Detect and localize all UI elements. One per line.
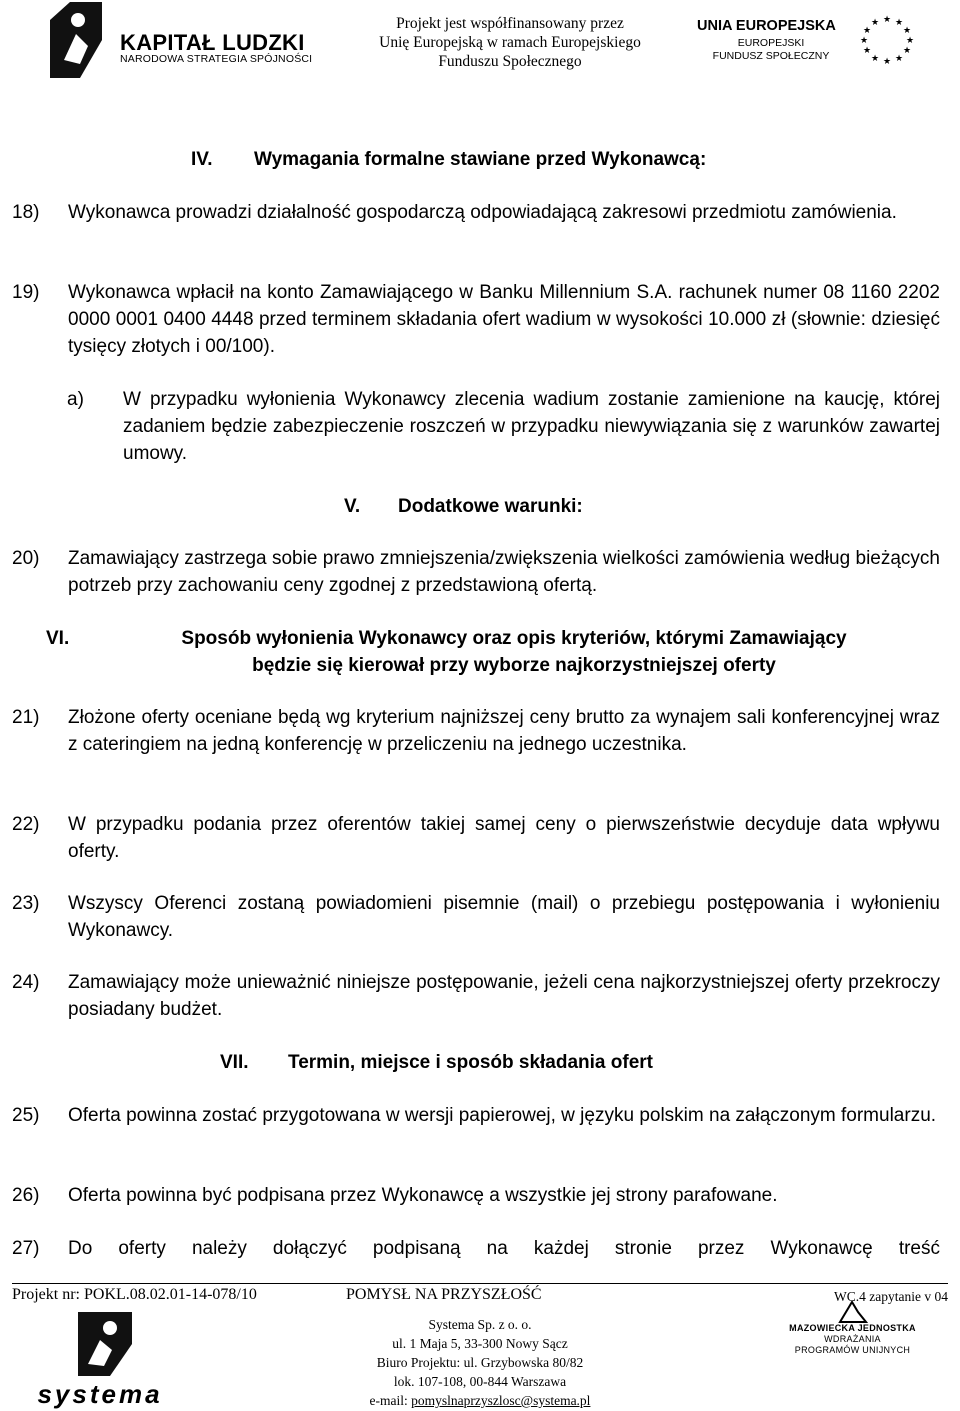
item-number: 19): [12, 282, 40, 303]
svg-text:★: ★: [894, 18, 904, 28]
item-number: a): [67, 389, 84, 410]
address-line: Systema Sp. z o. o.: [428, 1317, 532, 1332]
item-number: 26): [12, 1185, 40, 1206]
address-line: lok. 107-108, 00-844 Warszawa: [393, 1374, 567, 1389]
email-link[interactable]: pomyslnaprzyszlosc@systema.pl: [411, 1393, 591, 1408]
item-number: 18): [12, 202, 40, 223]
section-vi-number: VI.: [46, 628, 70, 649]
svg-text:★: ★: [870, 18, 880, 28]
systema-logo-text: systema: [37, 1379, 163, 1409]
mazowiecka-logo: [760, 1323, 945, 1356]
svg-text:★: ★: [882, 15, 892, 25]
item-number: 27): [12, 1238, 40, 1259]
item-number: 24): [12, 972, 40, 993]
list-item: [12, 890, 940, 944]
item-text: Wykonawca prowadzi działalność gospodarczą odpowiadającą zakresowi przedmiotu zamówienia.: [68, 202, 897, 223]
section-vii-title: Termin, miejsce i sposób składania ofert: [288, 1052, 653, 1073]
item-text: Zamawiający zastrzega sobie prawo zmniejszenia/zwiększenia wielkości zamówienia według bieżących potrzeb przy zachowaniu ceny zgodnej z przedstawioną ofertą.: [68, 548, 940, 596]
footer-doc-ref: WC.4 zapytanie v 04: [834, 1289, 948, 1304]
section-v-number: V.: [344, 496, 361, 517]
item-number: 21): [12, 707, 40, 728]
item-text: Wszyscy Oferenci zostaną powiadomieni pisemnie (mail) o przebiegu postępowania i wyłonieniu Wykonawcy.: [68, 893, 940, 941]
address-line: Biuro Projektu: ul. Grzybowska 80/82: [376, 1355, 584, 1370]
address-email-line: [320, 1391, 640, 1410]
section-v-title: Dodatkowe warunki:: [398, 496, 583, 517]
item-number: 22): [12, 814, 40, 835]
list-item: [12, 1182, 940, 1209]
cofinancing-note: [330, 14, 690, 71]
svg-text:★: ★: [882, 57, 892, 66]
footer-project-number: Projekt nr: POKL.08.02.01-14-078/10: [12, 1286, 257, 1303]
item-number: 23): [12, 893, 40, 914]
eu-flag-icon: [852, 12, 922, 66]
list-item: [12, 279, 940, 360]
item-number: 20): [12, 548, 40, 569]
footer-divider: [12, 1283, 948, 1284]
section-vi-title-line: Sposób wyłonienia Wykonawcy oraz opis kryteriów, którymi Zamawiający: [181, 628, 847, 649]
svg-text:★: ★: [862, 26, 872, 36]
mazowiecka-line: WDRAŻANIA: [824, 1334, 881, 1344]
list-item: [12, 545, 940, 599]
list-item: [12, 199, 940, 226]
email-label: e-mail:: [369, 1393, 408, 1408]
svg-text:★: ★: [902, 26, 912, 36]
section-vi-title-line: będzie się kierował przy wyborze najkorzystniejszej oferty: [252, 655, 776, 676]
mazowiecka-line: MAZOWIECKA JEDNOSTKA: [789, 1323, 916, 1333]
item-text: W przypadku wyłonienia Wykonawcy zlecenia wadium zostanie zamienione na kaucję, której zadaniem będzie zabezpieczenie roszczeń w przypadku niewywiązania się z warunków zawartej umowy.: [123, 389, 940, 464]
section-iv-title: Wymagania formalne stawiane przed Wykonawcą:: [254, 149, 707, 170]
list-item: [12, 1102, 940, 1129]
mazowiecka-logo-icon: [838, 1298, 868, 1324]
section-vi-title: [104, 625, 924, 679]
eu-subtitle-line: FUNDUSZ SPOŁECZNY: [712, 50, 830, 62]
svg-text:★: ★: [870, 54, 880, 64]
svg-text:★: ★: [862, 46, 872, 56]
item-text: Do oferty należy dołączyć podpisaną na każdej stronie przez Wykonawcę treść: [68, 1238, 940, 1259]
eu-subtitle: [711, 37, 831, 63]
section-iv-number: IV.: [191, 149, 213, 170]
footer-project-name: POMYSŁ NA PRZYSZŁOŚĆ: [346, 1286, 542, 1303]
item-number: 25): [12, 1105, 40, 1126]
mazowiecka-line: PROGRAMÓW UNIJNYCH: [794, 1345, 911, 1355]
item-text: Oferta powinna zostać przygotowana w wersji papierowej, w języku polskim na załączonym formularzu.: [68, 1105, 937, 1126]
list-item: [12, 1235, 940, 1262]
address-line: ul. 1 Maja 5, 33-300 Nowy Sącz: [392, 1336, 568, 1351]
item-text: Wykonawca wpłacił na konto Zamawiającego w Banku Millennium S.A. rachunek numer 08 1160 2202 0000 0001 0400 4448 przed terminem składania ofert wadium w wysokości 10.000 zł (słownie: dziesięć tysięcy złotych i 00/100).: [68, 282, 940, 357]
item-text: Zamawiający może unieważnić niniejsze postępowanie, jeżeli cena najkorzystniejszej oferty przekroczy posiadany budżet.: [68, 972, 940, 1020]
list-item: [12, 704, 940, 758]
item-text: Złożone oferty oceniane będą wg kryterium najniższej ceny brutto za wynajem sali konferencyjnej wraz z cateringiem na jedną konferencję w przeliczeniu na jednego uczestnika.: [68, 707, 940, 755]
kapital-ludzki-title: KAPITAŁ LUDZKI: [120, 30, 305, 55]
eu-subtitle-line: EUROPEJSKI: [737, 37, 805, 49]
svg-text:★: ★: [905, 36, 915, 46]
svg-text:★: ★: [902, 46, 912, 56]
item-text: Oferta powinna być podpisana przez Wykonawcę a wszystkie jej strony parafowane.: [68, 1185, 778, 1206]
cofinancing-line: Unię Europejską w ramach Europejskiego: [379, 34, 641, 51]
list-item: [12, 811, 940, 865]
kapital-ludzki-logo-icon: [40, 0, 110, 80]
cofinancing-line: Funduszu Społecznego: [438, 53, 582, 70]
cofinancing-line: Projekt jest współfinansowany przez: [396, 15, 624, 32]
kapital-ludzki-subtitle: NARODOWA STRATEGIA SPÓJNOŚCI: [120, 53, 313, 65]
eu-title: UNIA EUROPEJSKA: [697, 18, 836, 34]
systema-logo-icon: [70, 1308, 140, 1380]
list-item: [12, 969, 940, 1023]
list-item: [67, 386, 940, 467]
company-address: [320, 1315, 640, 1410]
item-text: W przypadku podania przez oferentów takiej samej ceny o pierwszeństwie decyduje data wpływu oferty.: [68, 814, 940, 862]
svg-text:★: ★: [859, 36, 869, 46]
svg-text:★: ★: [894, 54, 904, 64]
section-vii-number: VII.: [220, 1052, 249, 1073]
